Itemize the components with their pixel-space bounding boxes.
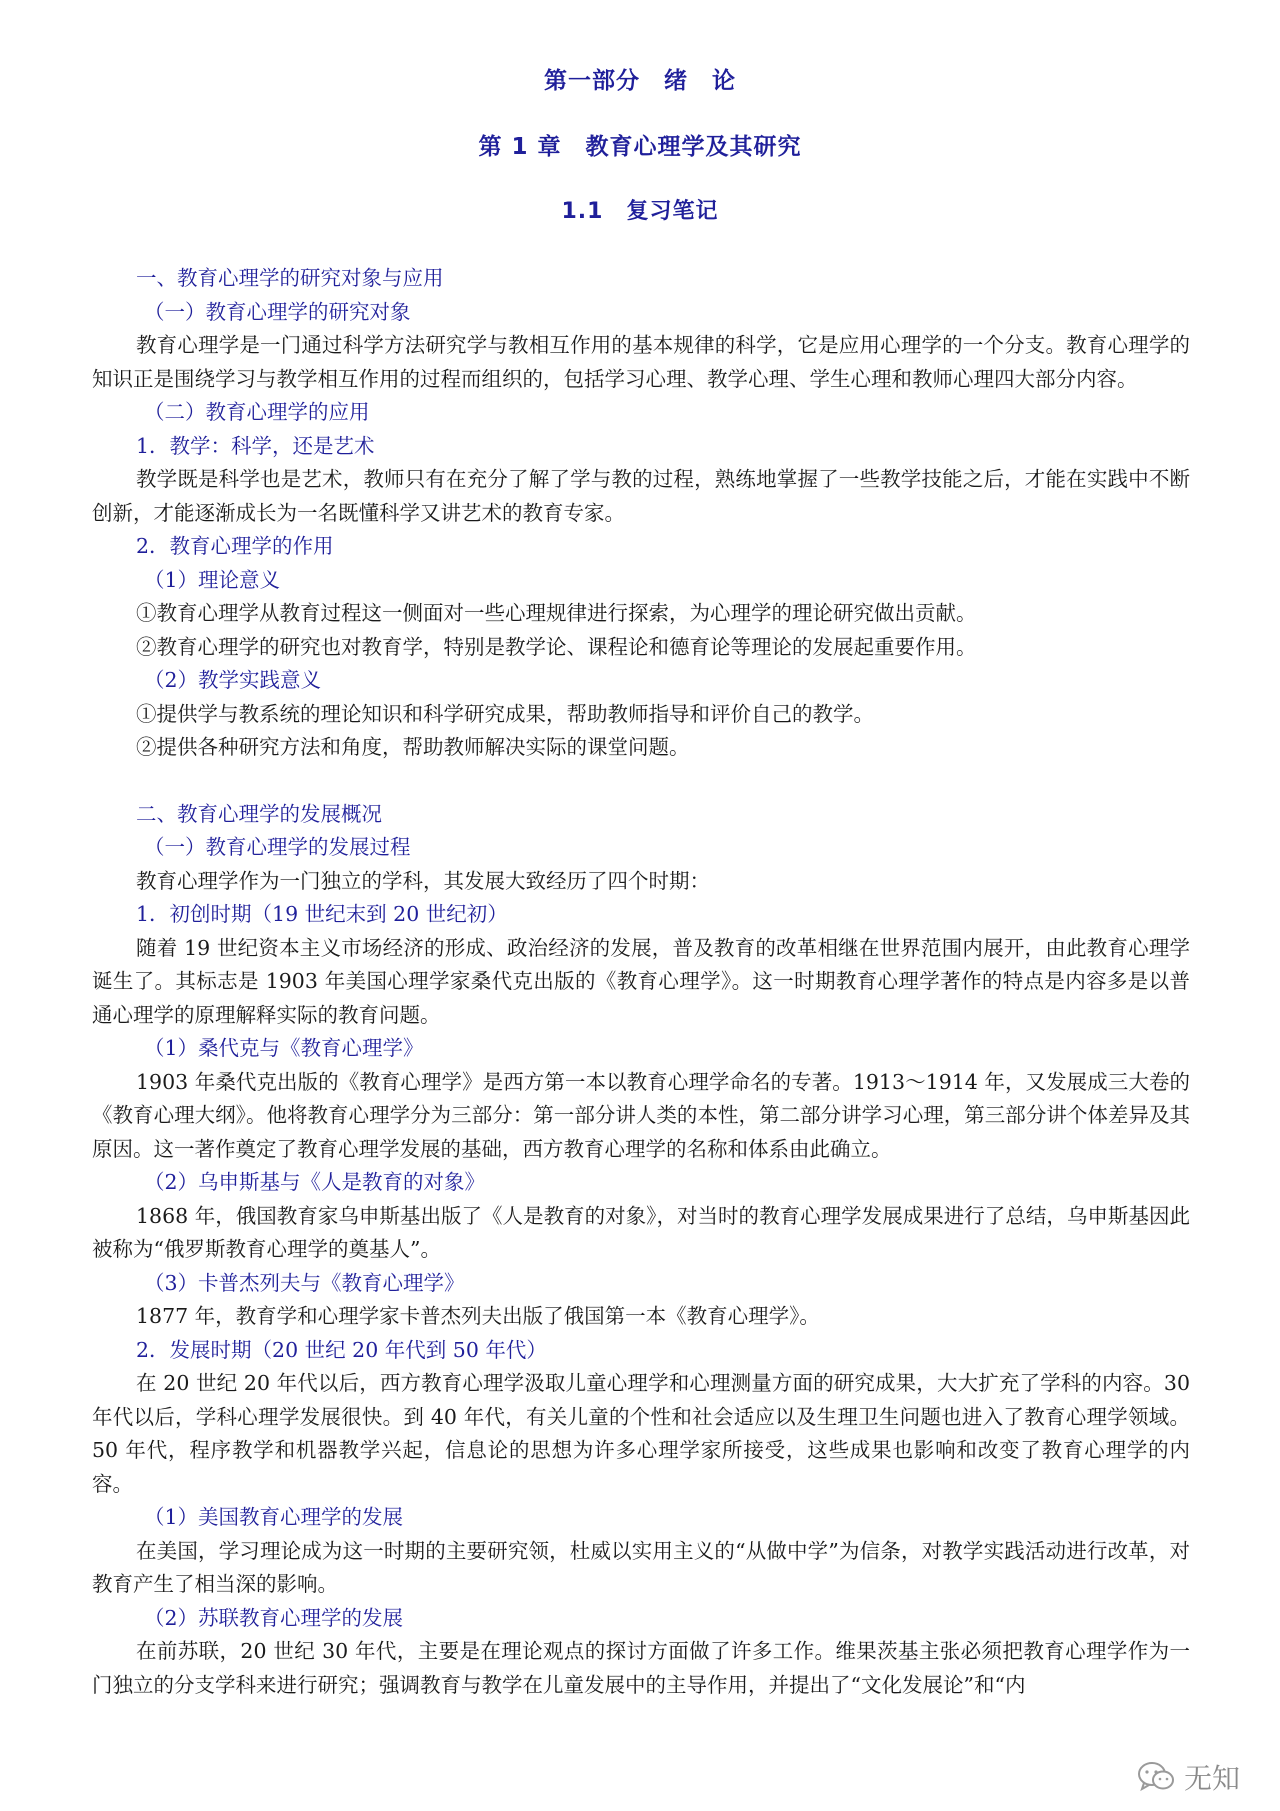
chapter-title: 第 1 章 教育心理学及其研究 [478,134,802,160]
paragraph: 教育心理学是一门通过科学方法研究学与教相互作用的基本规律的科学，它是应用心理学的一个分支。教育心理学的知识正是围绕学习与教学相互作用的过程而组织的，包括学习心理、教学心理、学生心理和教师心理四大部分内容。 [92,333,1190,391]
heading-level-4: （2）苏联教育心理学的发展 [144,1605,404,1630]
paragraph: 在前苏联，20 世纪 30 年代，主要是在理论观点的探讨方面做了许多工作。维果茨基主张必须把教育心理学作为一门独立的分支学科来进行研究；强调教育与教学在儿童发展中的主导作用，并提出了“文化发展论”和“内 [92,1639,1190,1697]
heading-level-1: 一、教育心理学的研究对象与应用 [136,266,444,290]
heading-level-3: 2．教育心理学的作用 [136,534,334,558]
watermark-text: 无知 [1183,1762,1240,1795]
heading-level-2: （一）教育心理学的研究对象 [144,299,411,324]
heading-level-4: （1）桑代克与《教育心理学》 [144,1036,424,1060]
heading-level-2: （二）教育心理学的应用 [144,400,370,424]
list-item: ①提供学与教系统的理论知识和科学研究成果，帮助教师指导和评价自己的教学。 [136,701,874,726]
paragraph: 在美国，学习理论成为这一时期的主要研究领，杜威以实用主义的“从做中学”为信条，对教学实践活动进行改革，对教育产生了相当深的影响。 [92,1538,1190,1596]
watermark [1136,1757,1240,1797]
paragraph: 1903 年桑代克出版的《教育心理学》是西方第一本以教育心理学命名的专著。1913～1914 年，又发展成三大卷的《教育心理大纲》。他将教育心理学分为三部分：第一部分讲人类的本性，第二部分讲学习心理，第三部分讲个体差异及其原因。这一著作奠定了教育心理学发展的基础，西方教育心理学的名称和体系由此确立。 [92,1069,1190,1161]
heading-level-4: （1）美国教育心理学的发展 [144,1505,404,1529]
heading-level-1: 二、教育心理学的发展概况 [136,801,382,826]
heading-level-4: （1）理论意义 [144,567,281,592]
list-item: ①教育心理学从教育过程这一侧面对一些心理规律进行探索，为心理学的理论研究做出贡献。 [136,601,977,625]
list-item: ②提供各种研究方法和角度，帮助教师解决实际的课堂问题。 [136,735,690,759]
paragraph: 教学既是科学也是艺术，教师只有在充分了解了学与教的过程，熟练地掌握了一些教学技能之后，才能在实践中不断创新，才能逐渐成长为一名既懂科学又讲艺术的教育专家。 [92,467,1190,525]
document-body [92,262,1190,1702]
paragraph: 随着 19 世纪资本主义市场经济的形成、政治经济的发展，普及教育的改革相继在世界范围内展开，由此教育心理学诞生了。其标志是 1903 年美国心理学家桑代克出版的《教育心理学》。这一时期教育心理学著作的特点是内容多是以普通心理学的原理解释实际的教育问题。 [92,935,1190,1027]
section-title: 1.1 复习笔记 [561,199,719,224]
paragraph: 1868 年，俄国教育家乌申斯基出版了《人是教育的对象》，对当时的教育心理学发展成果进行了总结，乌申斯基因此被称为“俄罗斯教育心理学的奠基人”。 [92,1203,1190,1261]
heading-level-4: （2）教学实践意义 [144,668,322,692]
heading-level-2: （一）教育心理学的发展过程 [144,835,411,859]
heading-level-4: （2）乌申斯基与《人是教育的对象》 [144,1170,486,1194]
spacer [92,765,1190,798]
list-item: ②教育心理学的研究也对教育学，特别是教学论、课程论和德育论等理论的发展起重要作用。 [136,634,977,659]
heading-level-4: （3）卡普杰列夫与《教育心理学》 [144,1270,465,1295]
part-title: 第一部分 绪 论 [544,68,736,94]
paragraph: 在 20 世纪 20 年代以后，西方教育心理学汲取儿童心理学和心理测量方面的研究成果，大大扩充了学科的内容。30 年代以后，学科心理学发展很快。到 40 年代，有关儿童的个性和社会适应以及生理卫生问题也进入了教育心理学领域。50 年代，程序教学和机器教学兴起，信息论的思想为许多心理学家所接受，这些成果也影响和改变了教育心理学的内容。 [92,1371,1190,1496]
paragraph: 1877 年，教育学和心理学家卡普杰列夫出版了俄国第一本《教育心理学》。 [136,1304,820,1328]
heading-level-3: 1．教学：科学，还是艺术 [136,433,375,458]
heading-level-3: 1．初创时期（19 世纪末到 20 世纪初） [136,902,508,926]
paragraph: 教育心理学作为一门独立的学科，其发展大致经历了四个时期： [136,868,710,893]
wechat-icon [1136,1759,1176,1795]
heading-level-3: 2．发展时期（20 世纪 20 年代到 50 年代） [136,1337,547,1362]
